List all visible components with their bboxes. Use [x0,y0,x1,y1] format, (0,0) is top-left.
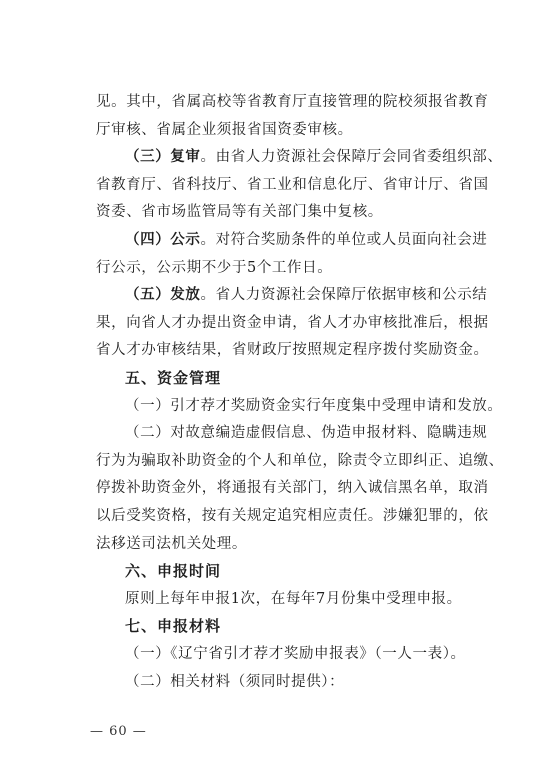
body-line: （二）对故意编造虚假信息、伪造申报材料、隐瞒违规 [125,425,488,442]
body-text: 。省人力资源社会保障厅依据审核和公示结 [200,287,488,304]
body-line: 资委、省市场监管局等有关部门集中复核。 [96,204,383,221]
body-line: 见。其中，省属高校等省教育厅直接管理的院校须报省教育 [96,94,489,110]
body-line [125,147,503,167]
body-line: 果，向省人才办提出资金申请，省人才办审核批准后，根据 [96,314,489,331]
page-number: — 60 — [90,724,147,739]
body-line: 厅审核、省属企业须报省国资委审核。 [96,121,353,138]
body-text: 。对符合奖励条件的单位或人员面向社会进 [200,232,488,248]
body-text: 。由省人力资源社会保障厅会同省委组织部、 [200,149,503,166]
section-label-publicity: （四）公示 [125,232,201,248]
body-line [125,230,496,250]
body-line: 停拨补助资金外，将通报有关部门，纳入诚信黑名单，取消 [96,480,489,497]
body-line: 省教育厅、省科技厅、省工业和信息化厅、省审计厅、省国 [96,176,489,193]
body-line: 法移送司法机关处理。 [96,535,247,552]
body-line: （一）《辽宁省引才荐才奖励申报表》（一人一表）。 [125,646,466,662]
body-line: 省人才办审核结果，省财政厅按照规定程序拨付奖励资金。 [96,342,489,359]
body-line: 行为为骗取补助资金的个人和单位，除责令立即纠正、追缴、 [96,452,504,469]
body-line: （二）相关材料（须同时提供）： [125,673,345,690]
body-line [125,285,496,305]
section-heading-application-materials: 七、申报材料 [125,617,222,636]
section-heading-application-time: 六、申报时间 [125,562,222,581]
body-line: 原则上每年申报1次，在每年7月份集中受理申报。 [125,590,462,607]
section-label-review: （三）复审 [125,149,201,166]
body-line: 以后受奖资格，按有关规定追究相应责任。涉嫌犯罪的，依 [96,508,489,524]
body-line: 行公示，公示期不少于5个工作日。 [96,259,333,276]
section-heading-fund-management: 五、资金管理 [125,369,222,387]
body-line: （一）引才荐才奖励资金实行年度集中受理申请和发放。 [125,397,503,414]
section-label-disbursement: （五）发放 [125,287,201,304]
